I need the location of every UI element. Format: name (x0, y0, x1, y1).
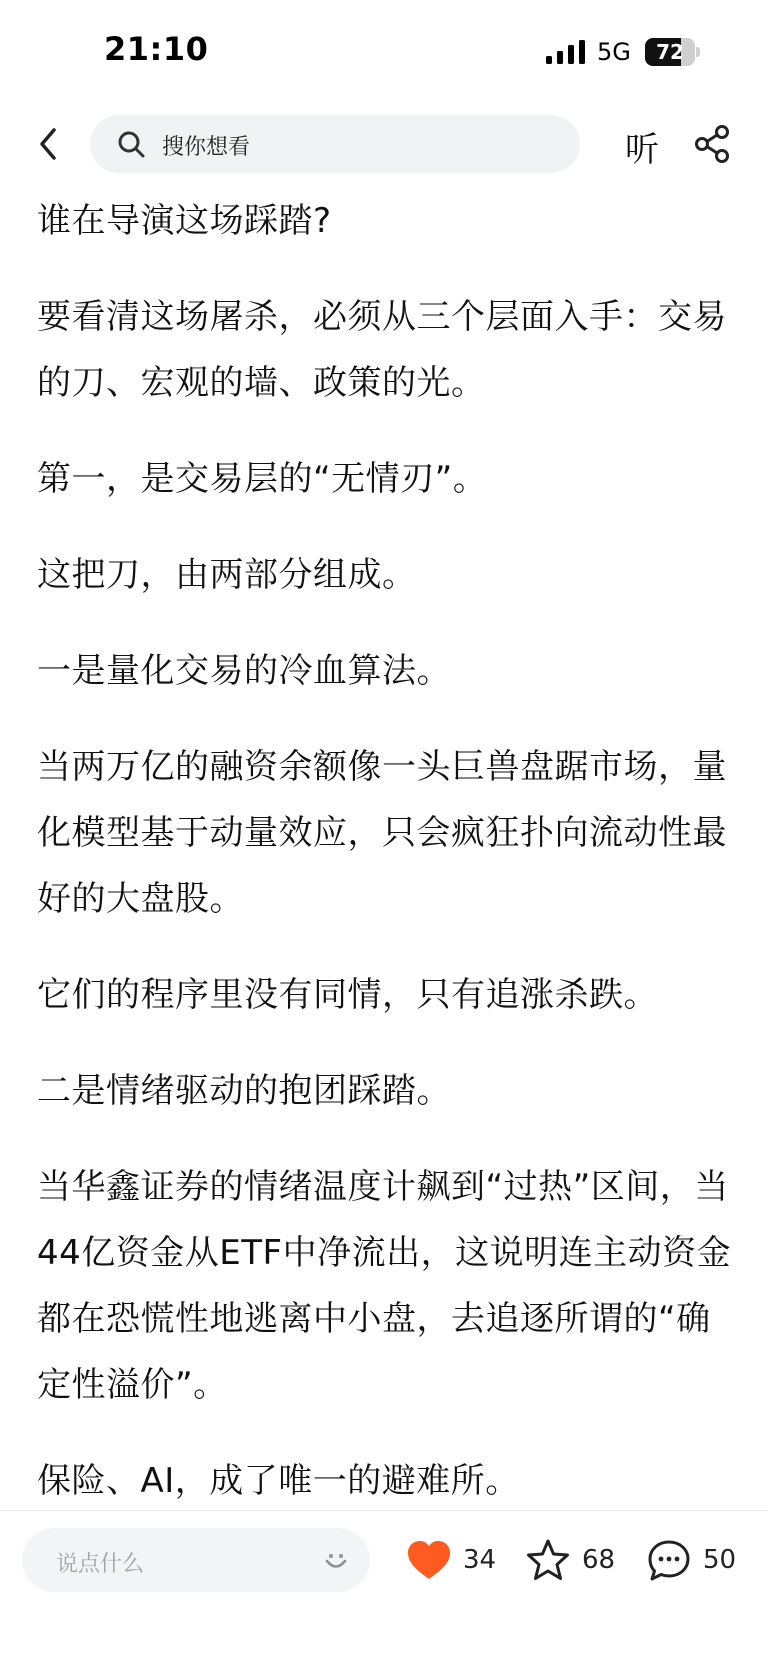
top-nav (0, 112, 768, 176)
search-placeholder: 搜你想看 (162, 135, 251, 160)
listen-button[interactable]: 听 (625, 130, 659, 170)
search-input[interactable] (90, 115, 580, 173)
search-icon (116, 129, 146, 159)
comment-placeholder: 说点什么 (56, 1552, 145, 1577)
bottom-action-bar (0, 1510, 768, 1666)
comment-count: 50 (703, 1545, 737, 1575)
share-icon (693, 124, 733, 164)
comment-icon (645, 1537, 693, 1585)
signal-icon (546, 40, 586, 64)
article-paragraph: 要看清这场屠杀，必须从三个层面入手：交易的刀、宏观的墙、政策的光。 (37, 297, 727, 403)
favorite-count: 68 (582, 1545, 616, 1575)
battery-icon (645, 38, 699, 66)
favorite-button[interactable] (524, 1537, 634, 1585)
article-paragraph: 当两万亿的融资余额像一头巨兽盘踞市场，量化模型基于动量效应，只会疯狂扑向流动性最好的大盘股。 (37, 747, 727, 919)
comment-button[interactable] (645, 1537, 755, 1585)
star-icon (524, 1537, 572, 1585)
battery-level: 72 (656, 40, 684, 64)
status-bar (0, 0, 768, 100)
status-time: 21:10 (104, 30, 209, 68)
article-paragraph: 一是量化交易的冷血算法。 (37, 651, 451, 691)
comment-input[interactable] (22, 1528, 370, 1592)
article-body (37, 188, 737, 1510)
article-paragraph: 谁在导演这场踩踏? (37, 201, 332, 241)
chevron-left-icon (30, 122, 70, 166)
article-paragraph: 第一，是交易层的“无情刃”。 (37, 459, 488, 499)
share-button[interactable] (693, 124, 733, 164)
emoji-icon[interactable] (322, 1546, 350, 1574)
network-type: 5G (597, 38, 631, 66)
heart-icon (405, 1537, 453, 1585)
article-paragraph: 保险、AI，成了唯一的避难所。 (37, 1461, 520, 1501)
back-button[interactable] (30, 122, 70, 166)
article-paragraph: 二是情绪驱动的抱团踩踏。 (37, 1071, 451, 1111)
article-paragraph: 这把刀，由两部分组成。 (37, 555, 417, 595)
article-paragraph: 当华鑫证券的情绪温度计飙到“过热”区间，当44亿资金从ETF中净流出，这说明连主动资金都在恐慌性地逃离中小盘，去追逐所谓的“确定性溢价”。 (37, 1167, 732, 1405)
like-button[interactable] (405, 1537, 515, 1585)
like-count: 34 (463, 1545, 497, 1575)
article-paragraph: 它们的程序里没有同情，只有追涨杀跌。 (37, 975, 658, 1015)
